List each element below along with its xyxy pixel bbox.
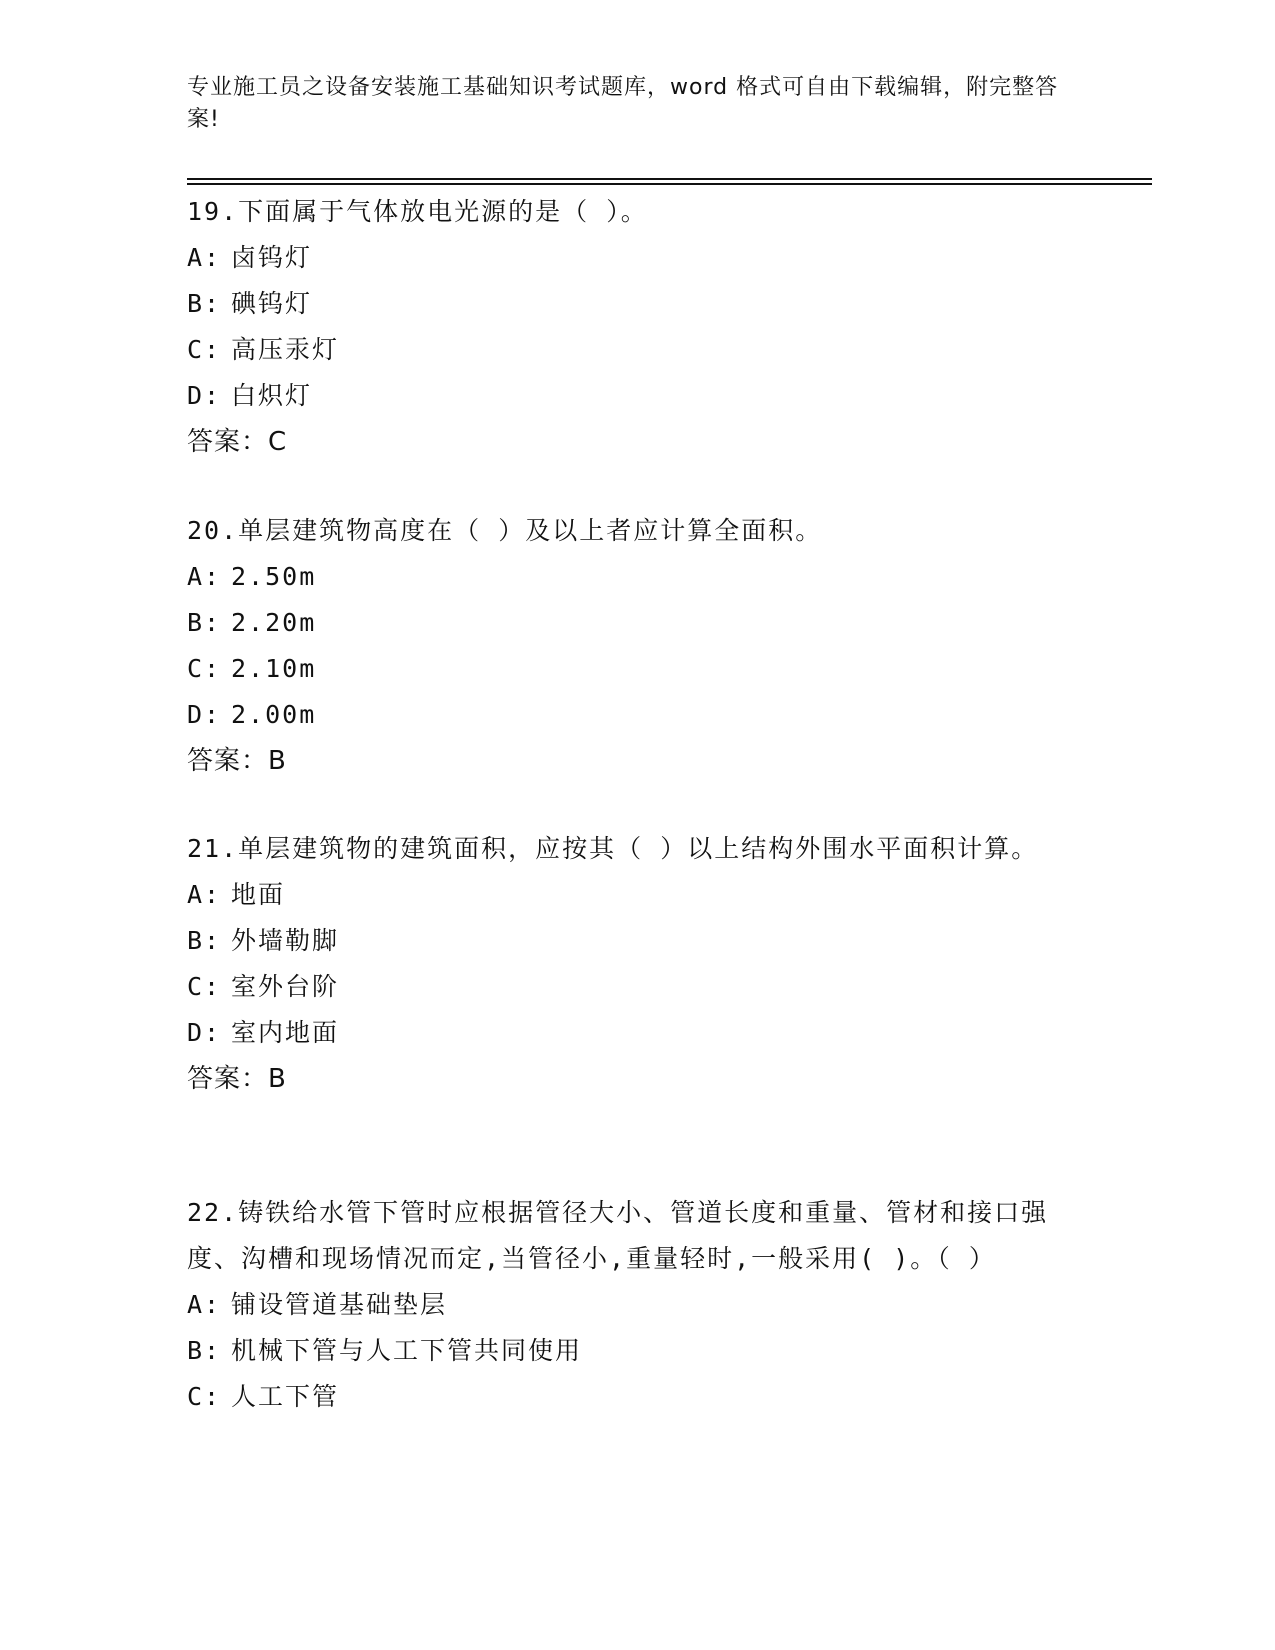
- option-text: 2.50m: [231, 562, 317, 591]
- option-text: 卤钨灯: [231, 243, 313, 272]
- option-c: [187, 964, 1087, 1010]
- header-rule-top: [187, 178, 1152, 180]
- option-key: D:: [187, 700, 222, 729]
- option-key: A:: [187, 880, 222, 909]
- option-text: 2.20m: [231, 608, 317, 637]
- answer-line: 答案：B: [187, 1064, 287, 1094]
- option-c: [187, 327, 1087, 373]
- option-text: 2.00m: [231, 700, 317, 729]
- option-a: [187, 235, 1087, 281]
- option-key: B:: [187, 289, 222, 318]
- option-key: C:: [187, 972, 222, 1001]
- option-key: C:: [187, 335, 222, 364]
- option-key: C:: [187, 654, 222, 683]
- option-key: B:: [187, 608, 222, 637]
- option-key: A:: [187, 562, 222, 591]
- option-key: D:: [187, 381, 222, 410]
- option-key: A:: [187, 243, 222, 272]
- option-c: [187, 1374, 1087, 1420]
- question-19: [187, 189, 1087, 465]
- option-text: 室外台阶: [231, 972, 340, 1001]
- option-text: 高压汞灯: [231, 335, 340, 364]
- question-21: [187, 826, 1087, 1102]
- option-key: A:: [187, 1290, 222, 1319]
- option-b: [187, 281, 1087, 327]
- option-b: [187, 1328, 1087, 1374]
- option-text: 白炽灯: [231, 381, 313, 410]
- option-d: [187, 1010, 1087, 1056]
- answer-line: 答案：B: [187, 746, 287, 776]
- option-b: [187, 918, 1087, 964]
- question-title: 19.下面属于气体放电光源的是（ ）。: [187, 197, 648, 226]
- option-d: [187, 373, 1087, 419]
- option-c: [187, 646, 1087, 692]
- option-key: D:: [187, 1018, 222, 1047]
- option-text: 地面: [231, 880, 286, 909]
- question-title: 22.铸铁给水管下管时应根据管径大小、管道长度和重量、管材和接口强度、沟槽和现场情况而定,当管径小,重量轻时,一般采用( )。（ ）: [187, 1198, 1049, 1273]
- option-a: [187, 554, 1087, 600]
- question-22: [187, 1190, 1087, 1420]
- question-title: 21.单层建筑物的建筑面积，应按其（ ）以上结构外围水平面积计算。: [187, 834, 1039, 863]
- option-key: B:: [187, 926, 222, 955]
- question-20: [187, 508, 1087, 784]
- option-text: 铺设管道基础垫层: [231, 1290, 448, 1319]
- option-text: 人工下管: [231, 1382, 340, 1411]
- option-text: 外墙勒脚: [231, 926, 340, 955]
- option-text: 碘钨灯: [231, 289, 313, 318]
- option-text: 机械下管与人工下管共同使用: [231, 1336, 583, 1365]
- option-key: B:: [187, 1336, 222, 1365]
- option-text: 室内地面: [231, 1018, 340, 1047]
- answer-line: 答案：C: [187, 427, 288, 457]
- option-b: [187, 600, 1087, 646]
- header-rule-bottom: [187, 183, 1152, 185]
- option-key: C:: [187, 1382, 222, 1411]
- document-header: 专业施工员之设备安装施工基础知识考试题库，word 格式可自由下载编辑，附完整答案!: [187, 75, 1059, 132]
- option-a: [187, 1282, 1087, 1328]
- option-a: [187, 872, 1087, 918]
- question-title: 20.单层建筑物高度在（ ）及以上者应计算全面积。: [187, 516, 823, 545]
- option-text: 2.10m: [231, 654, 317, 683]
- option-d: [187, 692, 1087, 738]
